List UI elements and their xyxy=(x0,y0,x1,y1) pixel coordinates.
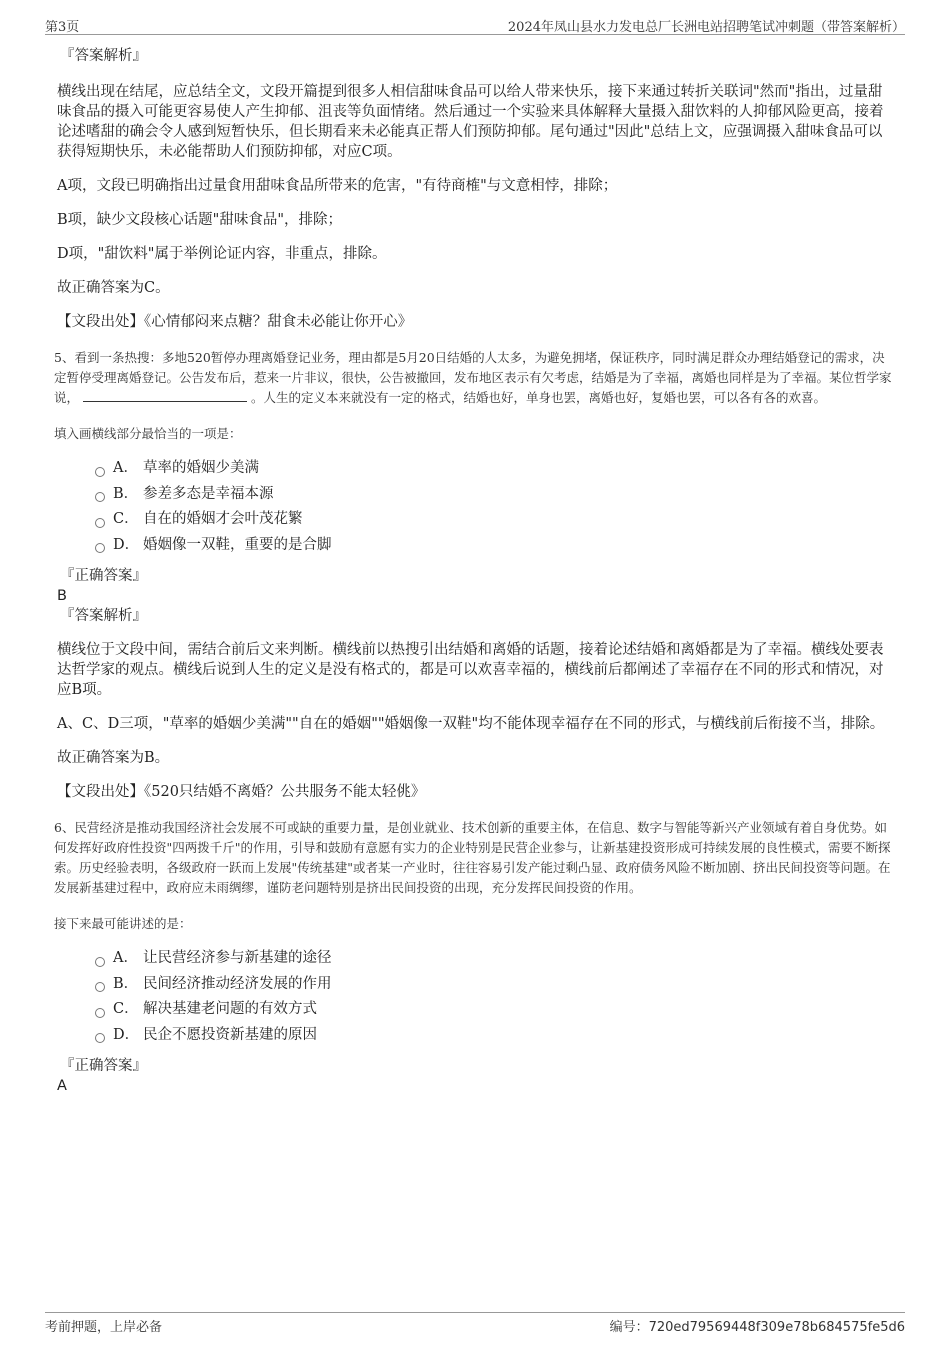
q6-option-d[interactable]: D． 民企不愿投资新基建的原因 xyxy=(95,1023,893,1049)
q4-conclusion: 故正确答案为C。 xyxy=(57,280,170,296)
page-footer xyxy=(45,1312,905,1335)
q5-conclusion: 故正确答案为B。 xyxy=(57,750,170,766)
q5-options xyxy=(95,456,893,558)
footer-code xyxy=(610,1316,905,1335)
q4-analysis-tag: 『答案解析』 xyxy=(60,48,147,64)
q5-answer: B xyxy=(57,588,67,604)
q6-options xyxy=(95,946,893,1048)
radio-icon[interactable] xyxy=(95,982,105,992)
footer-slogan: 考前押题，上岸必备 xyxy=(45,1320,163,1335)
q5-option-d[interactable]: D． 婚姻像一双鞋，重要的是合脚 xyxy=(95,533,893,559)
q4-option-d-note: D项，"甜饮料"属于举例论证内容，非重点，排除。 xyxy=(57,246,387,262)
q5-analysis: 横线位于文段中间，需结合前后文来判断。横线前以热搜引出结婚和离婚的话题，接着论述结婚和离婚都是为了幸福。横线处要表达哲学家的观点。横线后说到人生的定义是没有格式的，都是可以欢喜幸福的，横线前后都阐述了幸福存在不同的形式和情况，对应B项。 xyxy=(57,642,884,698)
q5-stem-after: 。人生的定义本来就没有一定的格式，结婚也好，单身也罢，离婚也好，复婚也罢，可以各有各的欢喜。 xyxy=(251,390,827,405)
q5-stem xyxy=(54,348,893,408)
radio-icon[interactable] xyxy=(95,467,105,477)
q5-acd-note: A、C、D三项，"草率的婚姻少美满""自在的婚姻""婚姻像一双鞋"均不能体现幸福存在不同的形式，与横线前后衔接不当，排除。 xyxy=(57,716,885,732)
q5-stem-before: 5、看到一条热搜：多地520暂停办理离婚登记业务，理由都是5月20日结婚的人太多，为避免拥堵，保证秩序，同时满足群众办理结婚登记的需求，决定暂停受理离婚登记。公告发布后，惹来一片非议，很快，公告被撤回，发布地区表示有欠考虑，结婚是为了幸福，离婚也同样是为了幸福。某位哲学家说， xyxy=(54,350,892,405)
radio-icon[interactable] xyxy=(95,518,105,528)
q5-option-a[interactable]: A． 草率的婚姻少美满 xyxy=(95,456,893,482)
q5-source: 【文段出处】《520只结婚不离婚？公共服务不能太轻佻》 xyxy=(57,784,426,800)
radio-icon[interactable] xyxy=(95,957,105,967)
q6-answer: A xyxy=(57,1078,67,1094)
q5-analysis-tag: 『答案解析』 xyxy=(60,608,147,624)
q6-stem: 6、民营经济是推动我国经济社会发展不可或缺的重要力量，是创业就业、技术创新的重要主体，在信息、数字与智能等新兴产业领域有着自身优势。如何发挥好政府性投资"四两拨千斤"的作用，引导和鼓励有意愿有实力的企业特别是民营企业参与，让新基建投资形成可持续发展的良性模式，需要不断探索。历史经验表明，各级政府一跃而上发展"传统基建"或者某一产业时，往往容易引发产能过剩凸显、政府债务风险不断加剧、挤出民间投资等问题。在发展新基建过程中，政府应未雨绸缪，谨防老问题特别是挤出民间投资的出现，充分发挥民间投资的作用。 xyxy=(54,820,891,895)
radio-icon[interactable] xyxy=(95,492,105,502)
page-content xyxy=(54,46,893,1096)
q6-option-a[interactable]: A． 让民营经济参与新基建的途径 xyxy=(95,946,893,972)
q5-blank xyxy=(83,388,247,402)
radio-icon[interactable] xyxy=(95,543,105,553)
q4-analysis: 横线出现在结尾，应总结全文，文段开篇提到很多人相信甜味食品可以给人带来快乐，接下来通过转折关联词"然而"指出，过量甜味食品的摄入可能更容易使人产生抑郁、沮丧等负面情绪。然后通过一个实验来具体解释大量摄入甜饮料的人抑郁风险更高，接着论述嗜甜的确会令人感到短暂快乐，但长期看来未必能真正帮人们预防抑郁。尾句通过"因此"总结上文，应强调摄入甜味食品可以获得短期快乐，未必能帮助人们预防抑郁，对应C项。 xyxy=(57,84,884,160)
q5-prompt: 填入画横线部分最恰当的一项是： xyxy=(54,426,242,441)
page-header xyxy=(45,16,905,35)
q5-option-b[interactable]: B． 参差多态是幸福本源 xyxy=(95,482,893,508)
footer-code-value: 720ed79569448f309e78b684575fe5d6 xyxy=(648,1320,905,1335)
page-number: 第3页 xyxy=(45,20,80,35)
footer-code-label: 编号： xyxy=(609,1320,649,1335)
q6-prompt: 接下来最可能讲述的是： xyxy=(54,916,192,931)
q5-answer-tag: 『正确答案』 xyxy=(60,568,147,584)
q6-option-b[interactable]: B． 民间经济推动经济发展的作用 xyxy=(95,972,893,998)
q6-option-c[interactable]: C． 解决基建老问题的有效方式 xyxy=(95,997,893,1023)
q6-answer-tag: 『正确答案』 xyxy=(60,1058,147,1074)
radio-icon[interactable] xyxy=(95,1008,105,1018)
q4-option-b-note: B项，缺少文段核心话题"甜味食品"，排除； xyxy=(57,212,342,228)
q4-option-a-note: A项，文段已明确指出过量食用甜味食品所带来的危害，"有待商榷"与文意相悖，排除； xyxy=(57,178,618,194)
q4-source: 【文段出处】《心情郁闷来点糖？甜食未必能让你开心》 xyxy=(57,314,413,330)
q5-option-c[interactable]: C． 自在的婚姻才会叶茂花繁 xyxy=(95,507,893,533)
radio-icon[interactable] xyxy=(95,1033,105,1043)
document-title: 2024年凤山县水力发电总厂长洲电站招聘笔试冲刺题（带答案解析） xyxy=(507,20,905,35)
